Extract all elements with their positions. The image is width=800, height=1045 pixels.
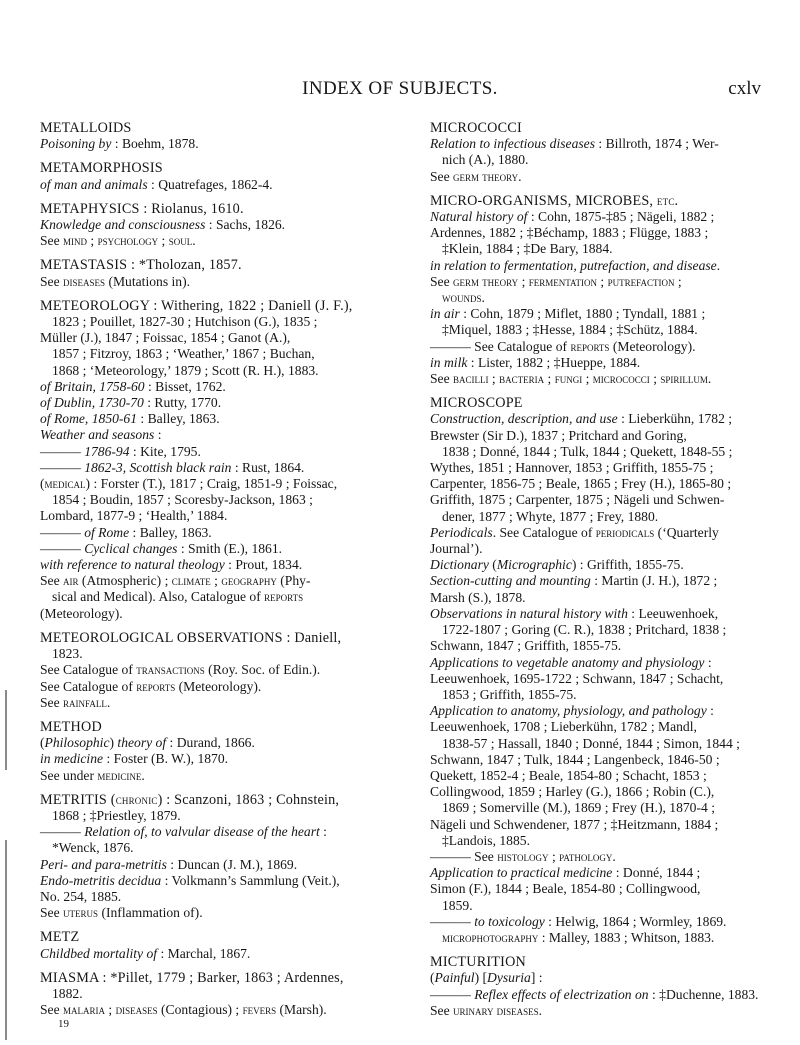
- entry-line: Applications to vegetable anatomy and physiology :: [430, 654, 712, 670]
- entry-line: 1868 ; ‘Meteorology,’ 1879 ; Scott (R. H.), 1883.: [52, 362, 319, 378]
- entry-line: ——— 1786-94 : Kite, 1795.: [40, 443, 201, 459]
- entry-line: 1859.: [442, 897, 473, 913]
- entry-line: 1868 ; ‡Priestley, 1879.: [52, 807, 181, 823]
- entry-line: See diseases (Mutations in).: [40, 273, 191, 289]
- entry-line: ——— Relation of, to valvular disease of the heart :: [40, 824, 327, 840]
- running-head-title: INDEX OF SUBJECTS.: [302, 78, 498, 99]
- entry-line: Natural history of : Cohn, 1875-‡85 ; Nägeli, 1882 ;: [430, 209, 715, 225]
- entry-line: Lombard, 1877-9 ; ‘Health,’ 1884.: [40, 508, 228, 524]
- entry-line: See under medicine.: [40, 767, 145, 783]
- entry-line: 1838-57 ; Hassall, 1840 ; Donné, 1844 ; Simon, 1844 ;: [442, 735, 740, 751]
- entry-line: See rainfall.: [40, 694, 111, 710]
- entry-line: Application to practical medicine : Donné, 1844 ;: [430, 865, 701, 881]
- index-entry: [40, 929, 392, 961]
- entry-line: (Meteorology).: [40, 605, 123, 621]
- entry-line: (medical) : Forster (T.), 1817 ; Craig, 1851-9 ; Foissac,: [40, 476, 338, 492]
- entry-heading: METEOROLOGICAL OBSERVATIONS : Daniell,: [40, 629, 342, 646]
- entry-line: 1882.: [52, 985, 83, 1001]
- entry-line: microphotography : Malley, 1883 ; Whitson, 1883.: [442, 929, 715, 945]
- entry-line: 1823 ; Pouillet, 1827-30 ; Hutchison (G.), 1835 ;: [52, 314, 318, 330]
- entry-line: See Catalogue of transactions (Roy. Soc. of Edin.).: [40, 662, 321, 678]
- entry-line: Poisoning by : Boehm, 1878.: [40, 136, 199, 152]
- entry-line: See mind ; psychology ; soul.: [40, 233, 196, 249]
- entry-heading: METAPHYSICS : Riolanus, 1610.: [40, 200, 244, 217]
- index-entry: [430, 954, 782, 1019]
- entry-line: dener, 1877 ; Whyte, 1877 ; Frey, 1880.: [442, 508, 659, 524]
- entry-line: Dictionary (Micrographic) : Griffith, 1855-75.: [430, 557, 684, 573]
- entry-line: Knowledge and consciousness : Sachs, 1826.: [40, 217, 286, 233]
- index-entry: [40, 298, 392, 622]
- entry-line: of Britain, 1758-60 : Bisset, 1762.: [40, 378, 226, 394]
- entry-line: in air : Cohn, 1879 ; Miflet, 1880 ; Tyndall, 1881 ;: [430, 306, 706, 322]
- entry-heading: MICROSCOPE: [430, 395, 523, 412]
- entry-line: in milk : Lister, 1882 ; ‡Hueppe, 1884.: [430, 354, 641, 370]
- margin-rule: [5, 690, 7, 770]
- entry-line: sical and Medical). Also, Catalogue of reports: [52, 589, 304, 605]
- entry-line: No. 254, 1885.: [40, 888, 122, 904]
- entry-line: in relation to fermentation, putrefaction, and disease.: [430, 257, 721, 273]
- entry-heading: MICTURITION: [430, 954, 526, 971]
- entry-line: See Catalogue of reports (Meteorology).: [40, 678, 262, 694]
- entry-line: of Dublin, 1730-70 : Rutty, 1770.: [40, 395, 222, 411]
- entry-line: Brewster (Sir D.), 1837 ; Pritchard and Goring,: [430, 427, 687, 443]
- entry-line: ——— Cyclical changes : Smith (E.), 1861.: [40, 540, 283, 556]
- entry-line: 1853 ; Griffith, 1855-75.: [442, 686, 577, 702]
- entry-line: Endo-metritis decidua : Volkmann’s Sammlung (Veit.),: [40, 872, 340, 888]
- entry-line: Weather and seasons :: [40, 427, 162, 443]
- entry-line: 19: [58, 1018, 69, 1031]
- entry-line: Müller (J.), 1847 ; Foissac, 1854 ; Ganot (A.),: [40, 330, 291, 346]
- entry-line: Collingwood, 1859 ; Harley (G.), 1866 ; Robin (C.),: [430, 784, 715, 800]
- entry-line: of man and animals : Quatrefages, 1862-4.: [40, 176, 273, 192]
- entry-line: See malaria ; diseases (Contagious) ; fevers (Marsh).: [40, 1002, 327, 1018]
- entry-line: ——— Reflex effects of electrization on : ‡Duchenne, 1883.: [430, 986, 759, 1002]
- page-number: cxlv: [728, 78, 761, 99]
- entry-line: ——— 1862-3, Scottish black rain : Rust, 1864.: [40, 459, 305, 475]
- entry-line: Quekett, 1852-4 ; Beale, 1854-80 ; Schacht, 1853 ;: [430, 767, 707, 783]
- entry-line: Journal’).: [430, 541, 483, 557]
- entry-line: 1838 ; Donné, 1844 ; Tulk, 1844 ; Quekett, 1848-55 ;: [442, 443, 733, 459]
- entry-line: Schwann, 1847 ; Griffith, 1855-75.: [430, 638, 622, 654]
- index-column-left: [40, 120, 392, 1038]
- entry-line: (Painful) [Dysuria] :: [430, 970, 543, 986]
- entry-line: Observations in natural history with : Leeuwenhoek,: [430, 605, 719, 621]
- index-entry: [40, 160, 392, 192]
- index-entry: [40, 120, 392, 152]
- entry-line: ——— See histology ; pathology.: [430, 848, 616, 864]
- index-entry: [40, 630, 392, 711]
- index-entry: [40, 719, 392, 784]
- entry-line: ‡Miquel, 1883 ; ‡Hesse, 1884 ; ‡Schütz, 1884.: [442, 322, 698, 338]
- entry-line: ——— to toxicology : Helwig, 1864 ; Wormley, 1869.: [430, 913, 727, 929]
- entry-line: Relation to infectious diseases : Billroth, 1874 ; Wer-: [430, 136, 719, 152]
- index-column-right: [430, 120, 782, 1027]
- entry-heading: METEOROLOGY : Withering, 1822 ; Daniell (J. F.),: [40, 297, 353, 314]
- entry-line: Leeuwenhoek, 1708 ; Lieberkühn, 1782 ; Mandl,: [430, 719, 697, 735]
- entry-heading: METZ: [40, 929, 80, 946]
- index-entry: [40, 201, 392, 250]
- entry-line: *Wenck, 1876.: [52, 840, 134, 856]
- entry-line: See urinary diseases.: [430, 1002, 543, 1018]
- entry-line: with reference to natural theology : Prout, 1834.: [40, 557, 303, 573]
- entry-line: Application to anatomy, physiology, and pathology :: [430, 703, 714, 719]
- entry-line: ‡Klein, 1884 ; ‡De Bary, 1884.: [442, 241, 613, 257]
- entry-heading: MICRO-ORGANISMS, MICROBES, etc.: [430, 192, 679, 209]
- entry-line: Leeuwenhoek, 1695-1722 ; Schwann, 1847 ; Schacht,: [430, 670, 724, 686]
- entry-line: Carpenter, 1856-75 ; Beale, 1865 ; Frey (H.), 1865-80 ;: [430, 476, 732, 492]
- entry-line: Schwann, 1847 ; Tulk, 1844 ; Langenbeck, 1846-50 ;: [430, 751, 720, 767]
- entry-line: Peri- and para-metritis : Duncan (J. M.), 1869.: [40, 856, 298, 872]
- entry-line: Marsh (S.), 1878.: [430, 589, 526, 605]
- entry-line: See germ theory ; fermentation ; putrefaction ;: [430, 273, 682, 289]
- entry-line: ——— See Catalogue of reports (Meteorology).: [430, 338, 696, 354]
- index-entry: [430, 395, 782, 946]
- entry-line: See uterus (Inflammation of).: [40, 905, 203, 921]
- entry-heading: METRITIS (chronic) : Scanzoni, 1863 ; Cohnstein,: [40, 791, 340, 808]
- entry-line: 1857 ; Fitzroy, 1863 ; ‘Weather,’ 1867 ; Buchan,: [52, 346, 315, 362]
- entry-line: 1854 ; Boudin, 1857 ; Scoresby-Jackson, 1863 ;: [52, 492, 313, 508]
- entry-line: Ardennes, 1882 ; ‡Béchamp, 1883 ; Flügge, 1883 ;: [430, 225, 709, 241]
- entry-line: See air (Atmospheric) ; climate ; geography (Phy-: [40, 573, 311, 589]
- entry-line: of Rome, 1850-61 : Balley, 1863.: [40, 411, 220, 427]
- entry-line: Periodicals. See Catalogue of periodicals (‘Quarterly: [430, 524, 719, 540]
- entry-line: See bacilli ; bacteria ; fungi ; micrococci ; spirillum.: [430, 371, 712, 387]
- entry-line: wounds.: [442, 290, 485, 306]
- entry-line: in medicine : Foster (B. W.), 1870.: [40, 751, 229, 767]
- entry-line: ——— of Rome : Balley, 1863.: [40, 524, 212, 540]
- entry-line: Wythes, 1851 ; Hannover, 1853 ; Griffith, 1855-75 ;: [430, 460, 714, 476]
- index-entry: [40, 970, 392, 1031]
- entry-line: Nägeli und Schwendener, 1877 ; ‡Heitzmann, 1884 ;: [430, 816, 719, 832]
- entry-line: Section-cutting and mounting : Martin (J. H.), 1872 ;: [430, 573, 718, 589]
- entry-heading: MIASMA : *Pillet, 1779 ; Barker, 1863 ; Ardennes,: [40, 969, 344, 986]
- index-entry: [40, 257, 392, 289]
- entry-line: 1869 ; Somerville (M.), 1869 ; Frey (H.), 1870-4 ;: [442, 800, 715, 816]
- entry-line: See germ theory.: [430, 168, 522, 184]
- entry-heading: MICROCOCCI: [430, 120, 522, 136]
- index-entry: [430, 193, 782, 387]
- entry-line: Simon (F.), 1844 ; Beale, 1854-80 ; Collingwood,: [430, 881, 701, 897]
- entry-heading: METASTASIS : *Tholozan, 1857.: [40, 257, 242, 274]
- entry-line: (Philosophic) theory of : Durand, 1866.: [40, 735, 255, 751]
- entry-line: 1722-1807 ; Goring (C. R.), 1838 ; Pritchard, 1838 ;: [442, 622, 727, 638]
- entry-heading: METHOD: [40, 718, 102, 735]
- index-entry: [40, 792, 392, 922]
- margin-rule: [5, 840, 7, 1040]
- entry-heading: METALLOIDS: [40, 120, 132, 136]
- entry-line: Griffith, 1875 ; Carpenter, 1875 ; Nägeli und Schwen-: [430, 492, 725, 508]
- index-entry: [430, 120, 782, 185]
- entry-line: 1823.: [52, 646, 83, 662]
- entry-line: Construction, description, and use : Lieberkühn, 1782 ;: [430, 411, 733, 427]
- entry-line: ‡Landois, 1885.: [442, 832, 530, 848]
- entry-line: Childbed mortality of : Marchal, 1867.: [40, 945, 251, 961]
- entry-line: nich (A.), 1880.: [442, 152, 529, 168]
- entry-heading: METAMORPHOSIS: [40, 160, 163, 177]
